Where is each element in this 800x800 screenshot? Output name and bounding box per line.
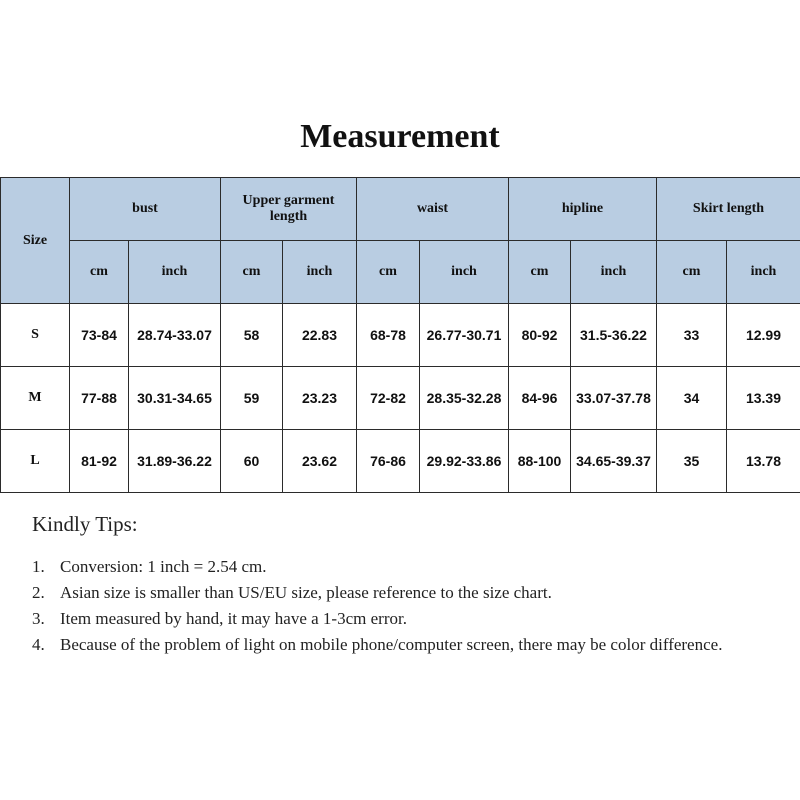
waist-cm: 72-82	[357, 367, 420, 430]
skirt-inch: 12.99	[727, 304, 800, 367]
tip-number: 4.	[32, 635, 45, 654]
table-row-s	[1, 304, 800, 367]
list-item	[32, 606, 752, 632]
header-bust: bust	[70, 178, 221, 241]
size-label: L	[1, 430, 70, 493]
bust-inch: 28.74-33.07	[129, 304, 221, 367]
bust-inch: 31.89-36.22	[129, 430, 221, 493]
bust-cm: 73-84	[70, 304, 129, 367]
upper-inch: 22.83	[283, 304, 357, 367]
skirt-cm: 33	[657, 304, 727, 367]
header-upper-garment-length	[221, 178, 357, 241]
table-row-m	[1, 367, 800, 430]
unit-hip-inch: inch	[571, 241, 657, 304]
header-upper-line2: length	[269, 209, 308, 224]
bust-cm: 81-92	[70, 430, 129, 493]
upper-inch: 23.62	[283, 430, 357, 493]
size-label: M	[1, 367, 70, 430]
skirt-inch: 13.78	[727, 430, 800, 493]
skirt-cm: 35	[657, 430, 727, 493]
upper-cm: 58	[221, 304, 283, 367]
waist-cm: 76-86	[357, 430, 420, 493]
unit-bust-cm: cm	[70, 241, 129, 304]
skirt-cm: 34	[657, 367, 727, 430]
unit-skirt-cm: cm	[657, 241, 727, 304]
tip-text: Item measured by hand, it may have a 1-3cm error.	[60, 609, 407, 628]
table-row-l	[1, 430, 800, 493]
waist-inch: 28.35-32.28	[420, 367, 509, 430]
upper-cm: 60	[221, 430, 283, 493]
waist-cm: 68-78	[357, 304, 420, 367]
unit-waist-inch: inch	[420, 241, 509, 304]
units-row	[1, 241, 800, 304]
unit-upper-inch: inch	[283, 241, 357, 304]
header-waist: waist	[357, 178, 509, 241]
tip-text: Asian size is smaller than US/EU size, please reference to the size chart.	[60, 583, 552, 602]
hip-cm: 88-100	[509, 430, 571, 493]
tip-number: 1.	[32, 557, 45, 576]
tip-text: Because of the problem of light on mobile phone/computer screen, there may be color difference.	[60, 635, 723, 654]
tip-text: Conversion: 1 inch = 2.54 cm.	[60, 557, 267, 576]
header-hipline: hipline	[509, 178, 657, 241]
unit-bust-inch: inch	[129, 241, 221, 304]
waist-inch: 29.92-33.86	[420, 430, 509, 493]
header-upper-line1: Upper garment	[242, 193, 335, 208]
tip-number: 2.	[32, 583, 45, 602]
size-label: S	[1, 304, 70, 367]
upper-cm: 59	[221, 367, 283, 430]
tip-number: 3.	[32, 609, 45, 628]
list-item	[32, 580, 752, 606]
hip-cm: 80-92	[509, 304, 571, 367]
tips-list	[32, 554, 752, 658]
list-item	[32, 632, 752, 658]
hip-cm: 84-96	[509, 367, 571, 430]
hip-inch: 31.5-36.22	[571, 304, 657, 367]
skirt-inch: 13.39	[727, 367, 800, 430]
hip-inch: 33.07-37.78	[571, 367, 657, 430]
unit-skirt-inch: inch	[727, 241, 800, 304]
size-chart-table	[0, 177, 800, 493]
waist-inch: 26.77-30.71	[420, 304, 509, 367]
bust-cm: 77-88	[70, 367, 129, 430]
header-row	[1, 178, 800, 241]
unit-hip-cm: cm	[509, 241, 571, 304]
tips-heading: Kindly Tips:	[32, 512, 138, 536]
upper-inch: 23.23	[283, 367, 357, 430]
unit-waist-cm: cm	[357, 241, 420, 304]
bust-inch: 30.31-34.65	[129, 367, 221, 430]
unit-upper-cm: cm	[221, 241, 283, 304]
header-skirt-length: Skirt length	[657, 178, 800, 241]
page-title: Measurement	[300, 118, 500, 155]
header-size: Size	[1, 178, 70, 304]
list-item	[32, 554, 752, 580]
hip-inch: 34.65-39.37	[571, 430, 657, 493]
